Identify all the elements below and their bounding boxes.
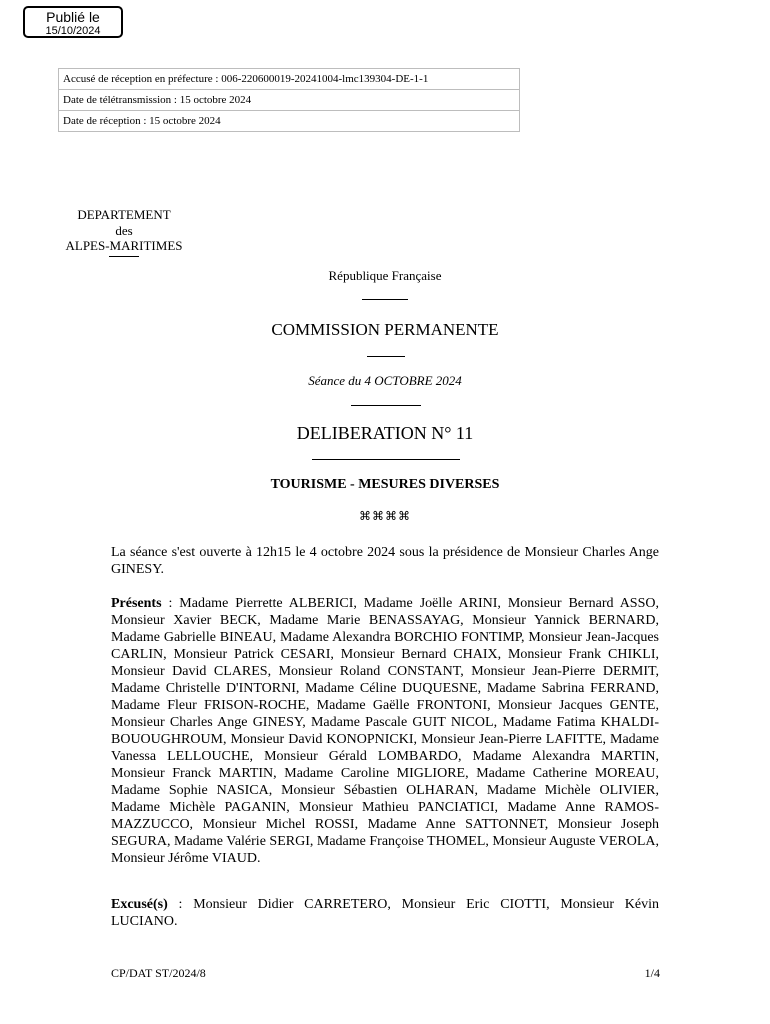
ornament-separator: ⌘⌘⌘⌘ xyxy=(359,509,411,523)
excused-paragraph xyxy=(111,896,659,930)
receipt-prefecture: Accusé de réception en préfecture : 006-220600019-20241004-lmc139304-DE-1-1 xyxy=(59,69,520,90)
divider xyxy=(362,299,408,300)
present-label: Présents xyxy=(111,596,162,611)
stamp-label: Publié le xyxy=(46,9,100,25)
commission-title: COMMISSION PERMANENTE xyxy=(271,320,499,339)
receipt-table xyxy=(58,68,520,132)
department-line-2: des xyxy=(115,222,133,238)
receipt-reception-date: Date de réception : 15 octobre 2024 xyxy=(59,111,520,132)
republic-heading: République Française xyxy=(328,268,442,283)
deliberation-number: DELIBERATION N° 11 xyxy=(296,423,474,443)
department-line-3: ALPES-MARITIMES xyxy=(65,238,183,253)
deliberation-subject: TOURISME - MESURES DIVERSES xyxy=(270,477,500,492)
divider xyxy=(312,459,460,460)
page-number: 1/4 xyxy=(644,966,660,980)
stamp-date: 15/10/2024 xyxy=(45,25,101,37)
present-list: : Madame Pierrette ALBERICI, Madame Joëlle ARINI, Monsieur Bernard ASSO, Monsieur Xavier BECK, Madame Marie BENASSAYAG, Monsieur Yannick BERNARD, Madame Gabrielle BINEAU, Madame Alexandra BORCHIO FONTIMP, Monsieur Jean-Jacques CARLIN, Monsieur Patrick CESARI, Monsieur Bernard CHAIX, Monsieur Frank CHIKLI, Monsieur David CLARES, Monsieur Roland CONSTANT, Monsieur Jean-Pierre DERMIT, Madame Christelle D'INTORNI, Madame Céline DUQUESNE, Madame Sabrina FERRAND, Madame Fleur FRISON-ROCHE, Madame Gaëlle FRONTONI, Monsieur Jacques GENTE, Monsieur Charles Ange GINESY, Madame Pascale GUIT NICOL, Madame Fatima KHALDI-BOUOUGHROUM, Monsieur David KONOPNICKI, Monsieur Jean-Pierre LAFITTE, Madame Vanessa LELLOUCHE, Monsieur Gérald LOMBARDO, Madame Alexandra MARTIN, Monsieur Franck MARTIN, Madame Caroline MIGLIORE, Madame Catherine MOREAU, Madame Sophie NASICA, Monsieur Sébastien OLHARAN, Madame Michèle OLIVIER, Madame Michèle PAGANIN, Monsieur Mathieu PANCIATICI, Madame Anne RAMOS-MAZZUCCO, Monsieur Michel ROSSI, Madame Anne SATTONNET, Monsieur Joseph SEGURA, Madame Valérie SERGI, Madame Françoise THOMEL, Monsieur Auguste VEROLA, Monsieur Jérôme VIAUD. xyxy=(111,596,659,866)
excused-label: Excusé(s) xyxy=(111,897,168,912)
department-line-1: DEPARTEMENT xyxy=(77,207,171,222)
excused-list: : Monsieur Didier CARRETERO, Monsieur Eric CIOTTI, Monsieur Kévin LUCIANO. xyxy=(111,897,659,929)
receipt-transmission-date: Date de télétransmission : 15 octobre 2024 xyxy=(59,90,520,111)
session-date: Séance du 4 OCTOBRE 2024 xyxy=(308,373,462,388)
department-block xyxy=(58,207,190,257)
divider xyxy=(109,256,139,257)
present-paragraph xyxy=(111,595,659,867)
publication-stamp xyxy=(23,6,123,38)
table-row xyxy=(59,111,520,132)
table-row xyxy=(59,69,520,90)
opening-paragraph: La séance s'est ouverte à 12h15 le 4 octobre 2024 sous la présidence de Monsieur Charles Ange GINESY. xyxy=(111,545,659,577)
divider xyxy=(351,405,421,406)
divider xyxy=(367,356,405,357)
document-reference: CP/DAT ST/2024/8 xyxy=(111,966,206,980)
table-row xyxy=(59,90,520,111)
